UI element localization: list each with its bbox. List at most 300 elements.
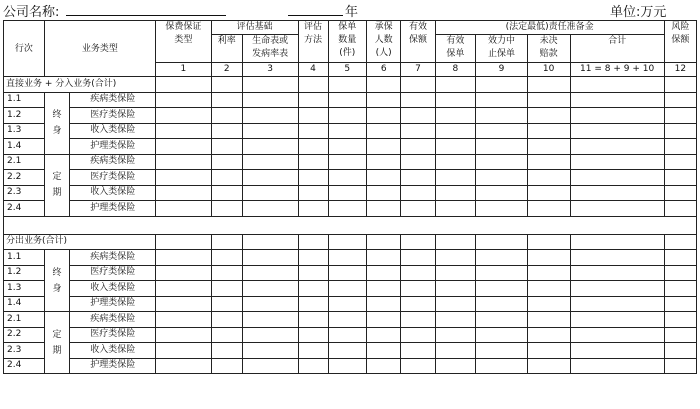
row-number: 2.2 bbox=[4, 327, 45, 343]
table-row bbox=[4, 358, 697, 374]
business-type: 收入类保险 bbox=[70, 123, 156, 139]
data-cell[interactable] bbox=[401, 154, 435, 170]
table-row bbox=[4, 343, 697, 359]
data-cell[interactable] bbox=[664, 234, 696, 250]
data-cell[interactable] bbox=[242, 123, 298, 139]
data-cell[interactable] bbox=[570, 92, 664, 108]
data-cell[interactable] bbox=[476, 234, 527, 250]
data-cell[interactable] bbox=[367, 296, 401, 312]
data-cell[interactable] bbox=[664, 250, 696, 266]
col-number-1: 1 bbox=[156, 63, 212, 77]
data-cell[interactable] bbox=[242, 201, 298, 217]
data-cell[interactable] bbox=[570, 170, 664, 186]
data-cell[interactable] bbox=[156, 234, 212, 250]
data-cell[interactable] bbox=[328, 185, 367, 201]
data-cell[interactable] bbox=[570, 327, 664, 343]
data-cell[interactable] bbox=[476, 139, 527, 155]
table-row bbox=[4, 201, 697, 217]
data-cell[interactable] bbox=[298, 139, 328, 155]
col-number-10: 10 bbox=[527, 63, 570, 77]
data-cell[interactable] bbox=[570, 77, 664, 93]
whole-life-char-1: 终 bbox=[52, 110, 62, 120]
data-cell[interactable] bbox=[664, 92, 696, 108]
data-cell[interactable] bbox=[570, 343, 664, 359]
data-cell[interactable] bbox=[664, 201, 696, 217]
data-cell[interactable] bbox=[211, 108, 242, 124]
data-cell[interactable] bbox=[211, 123, 242, 139]
data-cell[interactable] bbox=[401, 296, 435, 312]
data-cell[interactable] bbox=[367, 92, 401, 108]
data-cell[interactable] bbox=[211, 296, 242, 312]
data-cell[interactable] bbox=[476, 154, 527, 170]
data-cell[interactable] bbox=[664, 327, 696, 343]
data-cell[interactable] bbox=[527, 108, 570, 124]
data-cell[interactable] bbox=[242, 154, 298, 170]
row-number: 1.1 bbox=[4, 250, 45, 266]
table-row bbox=[4, 92, 697, 108]
data-cell[interactable] bbox=[328, 123, 367, 139]
data-cell[interactable] bbox=[435, 327, 476, 343]
data-cell[interactable] bbox=[367, 281, 401, 297]
data-cell[interactable] bbox=[367, 170, 401, 186]
data-cell[interactable] bbox=[664, 123, 696, 139]
data-cell[interactable] bbox=[570, 154, 664, 170]
data-cell[interactable] bbox=[367, 201, 401, 217]
data-cell[interactable] bbox=[328, 92, 367, 108]
data-cell[interactable] bbox=[527, 265, 570, 281]
data-cell[interactable] bbox=[367, 77, 401, 93]
data-cell[interactable] bbox=[570, 139, 664, 155]
table-row bbox=[4, 281, 697, 297]
data-cell[interactable] bbox=[298, 77, 328, 93]
whole-life-char-1: 终 bbox=[52, 267, 62, 278]
data-cell[interactable] bbox=[401, 92, 435, 108]
data-cell[interactable] bbox=[664, 296, 696, 312]
data-cell[interactable] bbox=[435, 139, 476, 155]
data-cell[interactable] bbox=[476, 327, 527, 343]
data-cell[interactable] bbox=[211, 154, 242, 170]
data-cell[interactable] bbox=[476, 296, 527, 312]
col-sum-insured-header bbox=[401, 21, 435, 63]
data-cell[interactable] bbox=[527, 201, 570, 217]
data-cell[interactable] bbox=[298, 92, 328, 108]
table-body bbox=[4, 77, 697, 374]
data-cell[interactable] bbox=[401, 139, 435, 155]
business-type: 收入类保险 bbox=[70, 185, 156, 201]
col-number-2: 2 bbox=[211, 63, 242, 77]
data-cell[interactable] bbox=[298, 108, 328, 124]
data-cell[interactable] bbox=[242, 185, 298, 201]
data-cell[interactable] bbox=[156, 250, 212, 266]
data-cell[interactable] bbox=[156, 77, 212, 93]
data-cell[interactable] bbox=[367, 358, 401, 374]
data-cell[interactable] bbox=[367, 265, 401, 281]
data-cell[interactable] bbox=[211, 201, 242, 217]
section-spacer bbox=[4, 216, 697, 234]
data-cell[interactable] bbox=[211, 343, 242, 359]
data-cell[interactable] bbox=[527, 250, 570, 266]
data-cell[interactable] bbox=[242, 312, 298, 328]
row-number: 1.2 bbox=[4, 265, 45, 281]
data-cell[interactable] bbox=[367, 139, 401, 155]
data-cell[interactable] bbox=[527, 327, 570, 343]
data-cell[interactable] bbox=[401, 108, 435, 124]
data-cell[interactable] bbox=[476, 201, 527, 217]
data-cell[interactable] bbox=[367, 250, 401, 266]
fixed-term-char-1: 定 bbox=[52, 329, 62, 340]
data-cell[interactable] bbox=[242, 358, 298, 374]
data-cell[interactable] bbox=[570, 185, 664, 201]
col-number-4: 4 bbox=[298, 63, 328, 77]
data-cell[interactable] bbox=[211, 358, 242, 374]
data-cell[interactable] bbox=[298, 234, 328, 250]
data-cell[interactable] bbox=[242, 92, 298, 108]
data-cell[interactable] bbox=[570, 108, 664, 124]
data-cell[interactable] bbox=[527, 358, 570, 374]
table-row bbox=[4, 265, 697, 281]
data-cell[interactable] bbox=[156, 185, 212, 201]
data-cell[interactable] bbox=[298, 265, 328, 281]
data-cell[interactable] bbox=[211, 77, 242, 93]
data-cell[interactable] bbox=[664, 108, 696, 124]
data-cell[interactable] bbox=[401, 234, 435, 250]
data-cell[interactable] bbox=[242, 250, 298, 266]
data-cell[interactable] bbox=[570, 201, 664, 217]
data-cell[interactable] bbox=[435, 77, 476, 93]
whole-life-char-2: 身 bbox=[52, 126, 62, 136]
data-cell[interactable] bbox=[328, 139, 367, 155]
data-cell[interactable] bbox=[156, 281, 212, 297]
col-total-header: 合计 bbox=[570, 35, 664, 63]
table-row bbox=[4, 327, 697, 343]
business-type: 疾病类保险 bbox=[70, 92, 156, 108]
data-cell[interactable] bbox=[435, 185, 476, 201]
col-inforce-line2: 保单 bbox=[446, 49, 465, 59]
data-cell[interactable] bbox=[435, 312, 476, 328]
data-cell[interactable] bbox=[298, 281, 328, 297]
data-cell[interactable] bbox=[242, 296, 298, 312]
data-cell[interactable] bbox=[401, 265, 435, 281]
unit-label: 单位:万元 bbox=[610, 5, 667, 20]
col-sum-insured-line2: 保额 bbox=[408, 35, 427, 45]
data-cell[interactable] bbox=[298, 312, 328, 328]
data-cell[interactable] bbox=[401, 343, 435, 359]
col-number-12: 12 bbox=[664, 63, 696, 77]
row-number: 2.4 bbox=[4, 358, 45, 374]
data-cell[interactable] bbox=[570, 250, 664, 266]
data-cell[interactable] bbox=[211, 312, 242, 328]
data-cell[interactable] bbox=[211, 185, 242, 201]
col-risk-line1: 风险 bbox=[671, 22, 690, 32]
data-cell[interactable] bbox=[328, 312, 367, 328]
data-cell[interactable] bbox=[664, 312, 696, 328]
data-cell[interactable] bbox=[242, 234, 298, 250]
data-cell[interactable] bbox=[435, 154, 476, 170]
data-cell[interactable] bbox=[664, 170, 696, 186]
data-cell[interactable] bbox=[527, 343, 570, 359]
data-cell[interactable] bbox=[570, 234, 664, 250]
row-number: 2.1 bbox=[4, 312, 45, 328]
data-cell[interactable] bbox=[435, 343, 476, 359]
data-cell[interactable] bbox=[328, 250, 367, 266]
data-cell[interactable] bbox=[664, 265, 696, 281]
company-name-blank bbox=[66, 15, 226, 16]
data-cell[interactable] bbox=[242, 327, 298, 343]
data-cell[interactable] bbox=[328, 201, 367, 217]
data-cell[interactable] bbox=[401, 327, 435, 343]
data-cell[interactable] bbox=[156, 201, 212, 217]
data-cell[interactable] bbox=[664, 281, 696, 297]
col-insured-header bbox=[367, 21, 401, 63]
data-cell[interactable] bbox=[328, 108, 367, 124]
business-type: 医疗类保险 bbox=[70, 170, 156, 186]
col-claims-line1: 未决 bbox=[539, 36, 558, 46]
table-row bbox=[4, 312, 697, 328]
data-cell[interactable] bbox=[328, 343, 367, 359]
data-cell[interactable] bbox=[476, 108, 527, 124]
data-cell[interactable] bbox=[527, 312, 570, 328]
data-cell[interactable] bbox=[328, 296, 367, 312]
data-cell[interactable] bbox=[298, 154, 328, 170]
col-mortality-header bbox=[242, 35, 298, 63]
data-cell[interactable] bbox=[401, 201, 435, 217]
data-cell[interactable] bbox=[435, 281, 476, 297]
data-cell[interactable] bbox=[435, 123, 476, 139]
data-cell[interactable] bbox=[527, 185, 570, 201]
data-cell[interactable] bbox=[211, 170, 242, 186]
data-cell[interactable] bbox=[664, 77, 696, 93]
data-cell[interactable] bbox=[298, 123, 328, 139]
row-number: 2.1 bbox=[4, 154, 45, 170]
data-cell[interactable] bbox=[570, 281, 664, 297]
col-premium-type-line2: 类型 bbox=[174, 35, 193, 45]
data-cell[interactable] bbox=[527, 296, 570, 312]
col-lapsed-line2: 止保单 bbox=[487, 49, 515, 59]
business-type: 医疗类保险 bbox=[70, 265, 156, 281]
col-inforce-line1: 有效 bbox=[446, 36, 465, 46]
data-cell[interactable] bbox=[156, 358, 212, 374]
row-number: 1.4 bbox=[4, 139, 45, 155]
data-cell[interactable] bbox=[211, 265, 242, 281]
data-cell[interactable] bbox=[156, 343, 212, 359]
data-cell[interactable] bbox=[435, 201, 476, 217]
col-insured-line2: 人数 bbox=[374, 35, 393, 45]
row-number: 1.3 bbox=[4, 123, 45, 139]
data-cell[interactable] bbox=[211, 327, 242, 343]
data-cell[interactable] bbox=[527, 77, 570, 93]
col-number-7: 7 bbox=[401, 63, 435, 77]
table-row bbox=[4, 154, 697, 170]
data-cell[interactable] bbox=[367, 123, 401, 139]
data-cell[interactable] bbox=[367, 312, 401, 328]
data-cell[interactable] bbox=[156, 92, 212, 108]
business-type: 疾病类保险 bbox=[70, 250, 156, 266]
col-method-line1: 评估 bbox=[304, 22, 323, 32]
data-cell[interactable] bbox=[435, 108, 476, 124]
col-claims-line2: 赔款 bbox=[539, 49, 558, 59]
data-cell[interactable] bbox=[298, 296, 328, 312]
col-method-line2: 方法 bbox=[304, 35, 323, 45]
data-cell[interactable] bbox=[476, 123, 527, 139]
row-number: 2.3 bbox=[4, 185, 45, 201]
data-cell[interactable] bbox=[476, 250, 527, 266]
data-cell[interactable] bbox=[156, 170, 212, 186]
data-cell[interactable] bbox=[367, 185, 401, 201]
data-cell[interactable] bbox=[476, 170, 527, 186]
data-cell[interactable] bbox=[298, 327, 328, 343]
data-cell[interactable] bbox=[242, 281, 298, 297]
data-cell[interactable] bbox=[211, 281, 242, 297]
fixed-term-char-2: 期 bbox=[52, 345, 62, 356]
data-cell[interactable] bbox=[328, 170, 367, 186]
data-cell[interactable] bbox=[242, 108, 298, 124]
col-inforce-header bbox=[435, 35, 476, 63]
data-cell[interactable] bbox=[328, 77, 367, 93]
fixed-term-char-2: 期 bbox=[52, 188, 62, 198]
data-cell[interactable] bbox=[367, 154, 401, 170]
data-cell[interactable] bbox=[298, 358, 328, 374]
data-cell[interactable] bbox=[664, 139, 696, 155]
col-premium-type-line1: 保费保证 bbox=[165, 22, 202, 32]
data-cell[interactable] bbox=[401, 123, 435, 139]
data-cell[interactable] bbox=[156, 265, 212, 281]
col-lapsed-header bbox=[476, 35, 527, 63]
data-cell[interactable] bbox=[242, 170, 298, 186]
data-cell[interactable] bbox=[328, 265, 367, 281]
fixed-term-char-1: 定 bbox=[52, 172, 62, 182]
data-cell[interactable] bbox=[476, 77, 527, 93]
business-type: 护理类保险 bbox=[70, 201, 156, 217]
data-cell[interactable] bbox=[435, 250, 476, 266]
data-cell[interactable] bbox=[298, 170, 328, 186]
data-cell[interactable] bbox=[527, 170, 570, 186]
data-cell[interactable] bbox=[527, 234, 570, 250]
data-cell[interactable] bbox=[156, 327, 212, 343]
business-type: 疾病类保险 bbox=[70, 312, 156, 328]
col-method-header bbox=[298, 21, 328, 63]
table-row bbox=[4, 123, 697, 139]
data-cell[interactable] bbox=[156, 123, 212, 139]
whole-life-label bbox=[44, 92, 70, 154]
data-cell[interactable] bbox=[435, 234, 476, 250]
data-cell[interactable] bbox=[156, 296, 212, 312]
data-cell[interactable] bbox=[476, 343, 527, 359]
col-number-3: 3 bbox=[242, 63, 298, 77]
data-cell[interactable] bbox=[328, 154, 367, 170]
data-cell[interactable] bbox=[156, 154, 212, 170]
data-cell[interactable] bbox=[435, 170, 476, 186]
col-number-8: 8 bbox=[435, 63, 476, 77]
data-cell[interactable] bbox=[298, 185, 328, 201]
data-cell[interactable] bbox=[242, 139, 298, 155]
business-type: 护理类保险 bbox=[70, 139, 156, 155]
col-number-11: 11 = 8 + 9 + 10 bbox=[570, 63, 664, 77]
data-cell[interactable] bbox=[328, 234, 367, 250]
company-name-label: 公司名称: bbox=[3, 5, 60, 20]
year-label: 年 bbox=[345, 5, 359, 20]
data-cell[interactable] bbox=[476, 185, 527, 201]
row-number: 1.2 bbox=[4, 108, 45, 124]
data-cell[interactable] bbox=[156, 312, 212, 328]
data-cell[interactable] bbox=[298, 201, 328, 217]
data-cell[interactable] bbox=[367, 343, 401, 359]
data-cell[interactable] bbox=[435, 92, 476, 108]
business-type: 收入类保险 bbox=[70, 281, 156, 297]
data-cell[interactable] bbox=[664, 343, 696, 359]
data-cell[interactable] bbox=[401, 77, 435, 93]
data-cell[interactable] bbox=[298, 250, 328, 266]
data-cell[interactable] bbox=[401, 185, 435, 201]
data-cell[interactable] bbox=[476, 265, 527, 281]
data-cell[interactable] bbox=[527, 154, 570, 170]
data-cell[interactable] bbox=[156, 139, 212, 155]
col-mortality-line1: 生命表或 bbox=[252, 36, 289, 46]
col-policies-line3: (件) bbox=[339, 48, 356, 58]
data-cell[interactable] bbox=[527, 123, 570, 139]
table-row bbox=[4, 108, 697, 124]
row-number: 2.2 bbox=[4, 170, 45, 186]
data-cell[interactable] bbox=[242, 265, 298, 281]
row-number: 1.1 bbox=[4, 92, 45, 108]
data-cell[interactable] bbox=[328, 327, 367, 343]
fixed-term-label bbox=[44, 154, 70, 216]
data-cell[interactable] bbox=[435, 296, 476, 312]
data-cell[interactable] bbox=[476, 281, 527, 297]
col-number-6: 6 bbox=[367, 63, 401, 77]
data-cell[interactable] bbox=[527, 281, 570, 297]
data-cell[interactable] bbox=[367, 327, 401, 343]
data-cell[interactable] bbox=[476, 92, 527, 108]
data-cell[interactable] bbox=[367, 108, 401, 124]
data-cell[interactable] bbox=[527, 92, 570, 108]
data-cell[interactable] bbox=[476, 358, 527, 374]
data-cell[interactable] bbox=[328, 358, 367, 374]
data-cell[interactable] bbox=[435, 358, 476, 374]
table-row bbox=[4, 250, 697, 266]
section-title: 直接业务 + 分入业务(合计) bbox=[4, 77, 156, 93]
data-cell[interactable] bbox=[570, 358, 664, 374]
data-cell[interactable] bbox=[242, 77, 298, 93]
data-cell[interactable] bbox=[664, 185, 696, 201]
col-number-5: 5 bbox=[328, 63, 367, 77]
data-cell[interactable] bbox=[211, 250, 242, 266]
data-cell[interactable] bbox=[570, 265, 664, 281]
data-cell[interactable] bbox=[435, 265, 476, 281]
data-cell[interactable] bbox=[401, 250, 435, 266]
col-policies-line2: 数量 bbox=[338, 35, 357, 45]
data-cell[interactable] bbox=[328, 281, 367, 297]
data-cell[interactable] bbox=[570, 312, 664, 328]
data-cell[interactable] bbox=[211, 139, 242, 155]
data-cell[interactable] bbox=[156, 108, 212, 124]
data-cell[interactable] bbox=[664, 358, 696, 374]
col-business-header: 业务类型 bbox=[44, 21, 155, 77]
data-cell[interactable] bbox=[211, 234, 242, 250]
data-cell[interactable] bbox=[664, 154, 696, 170]
data-cell[interactable] bbox=[401, 281, 435, 297]
data-cell[interactable] bbox=[527, 139, 570, 155]
data-cell[interactable] bbox=[401, 170, 435, 186]
data-cell[interactable] bbox=[570, 296, 664, 312]
data-cell[interactable] bbox=[242, 343, 298, 359]
data-cell[interactable] bbox=[298, 343, 328, 359]
data-cell[interactable] bbox=[367, 234, 401, 250]
data-cell[interactable] bbox=[211, 92, 242, 108]
data-cell[interactable] bbox=[570, 123, 664, 139]
data-cell[interactable] bbox=[476, 312, 527, 328]
data-cell[interactable] bbox=[401, 312, 435, 328]
data-cell[interactable] bbox=[401, 358, 435, 374]
